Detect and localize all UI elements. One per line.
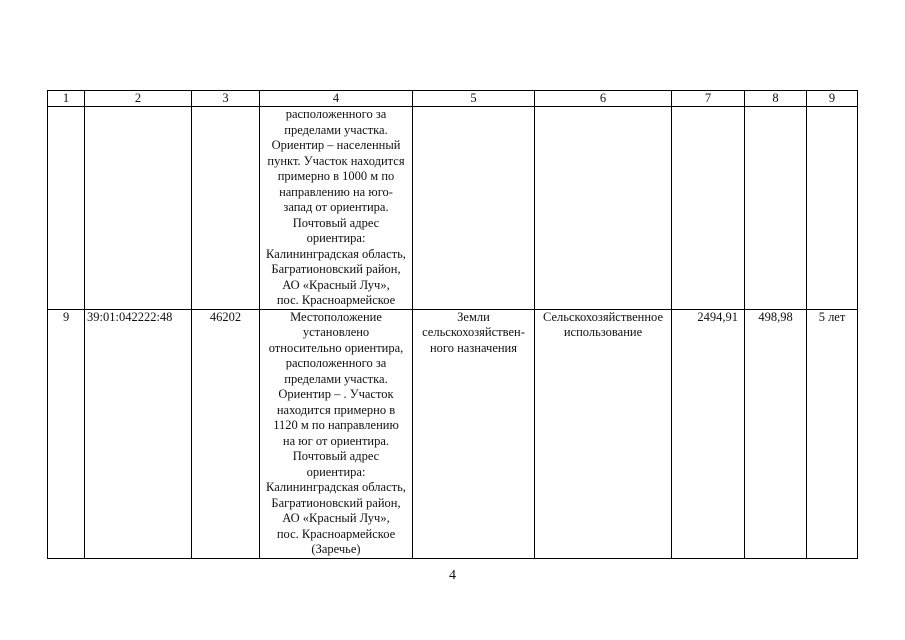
usage-line: использование — [563, 325, 643, 339]
location-line: АО «Красный Луч», — [282, 277, 390, 292]
location-line: Почтовый адрес — [292, 449, 380, 463]
location-line: расположенного за — [285, 356, 387, 370]
location-line: Ориентир – населенный — [271, 138, 401, 152]
location-line: Местоположение — [290, 309, 382, 324]
location-line: пределами участка. — [284, 371, 388, 386]
header-cell-3: 3 — [192, 91, 260, 107]
category-line: сельскохозяйствен- — [422, 325, 525, 339]
usage-line: Сельскохозяйственное — [542, 309, 664, 324]
location-line: Ориентир – . Участок — [278, 387, 394, 401]
cell-location — [260, 107, 413, 310]
table-header-row — [48, 91, 858, 107]
cell-cadastral — [85, 107, 192, 310]
cell-location — [260, 309, 413, 558]
cell-usage — [535, 309, 672, 558]
cell-cadastral: 39:01:042222:48 — [85, 309, 192, 558]
header-cell-8: 8 — [745, 91, 807, 107]
page-number: 4 — [449, 568, 456, 583]
location-line: находится примерно в — [276, 402, 396, 417]
location-line: расположенного за — [285, 107, 387, 121]
location-line: 1120 м по направлению — [273, 418, 399, 432]
cell-col8 — [745, 107, 807, 310]
table-row-9 — [48, 309, 858, 558]
cell-col7 — [672, 107, 745, 310]
cell-category — [413, 107, 535, 310]
location-line: Багратионовский район, — [271, 495, 401, 510]
category-line: Земли — [457, 309, 490, 324]
cell-term: 5 лет — [807, 309, 858, 558]
header-cell-4: 4 — [260, 91, 413, 107]
cell-area — [192, 107, 260, 310]
location-line: Калининградская область, — [266, 246, 406, 261]
location-line: на юг от ориентира. — [282, 433, 390, 448]
header-cell-7: 7 — [672, 91, 745, 107]
table-row-continuation — [48, 107, 858, 310]
location-line: Калининградская область, — [266, 480, 406, 494]
location-line: примерно в 1000 м по — [277, 169, 395, 183]
cell-col8: 498,98 — [745, 309, 807, 558]
location-line: пос. Красноармейское — [276, 526, 396, 541]
cell-col7: 2494,91 — [672, 309, 745, 558]
location-line: установлено — [302, 325, 370, 339]
location-line: ориентира: — [306, 231, 366, 245]
location-line: (Заречье) — [311, 542, 361, 556]
header-cell-2: 2 — [85, 91, 192, 107]
cell-term — [807, 107, 858, 310]
location-line: относительно ориентира, — [268, 340, 404, 355]
location-line: пос. Красноармейское — [276, 293, 396, 307]
cell-area: 46202 — [192, 309, 260, 558]
cell-num: 9 — [48, 309, 85, 558]
cell-usage — [535, 107, 672, 310]
header-cell-6: 6 — [535, 91, 672, 107]
location-line: ориентира: — [306, 464, 366, 479]
cell-category — [413, 309, 535, 558]
location-line: Почтовый адрес — [292, 215, 380, 230]
location-line: запад от ориентира. — [283, 200, 389, 214]
land-plots-table — [47, 90, 858, 559]
location-line: направлению на юго- — [279, 184, 393, 199]
location-line: пределами участка. — [284, 122, 388, 137]
header-cell-5: 5 — [413, 91, 535, 107]
category-line: ного назначения — [429, 340, 517, 355]
cell-num — [48, 107, 85, 310]
location-line: АО «Красный Луч», — [282, 511, 390, 525]
header-cell-9: 9 — [807, 91, 858, 107]
location-line: пункт. Участок находится — [267, 153, 405, 168]
header-cell-1: 1 — [48, 91, 85, 107]
location-line: Багратионовский район, — [271, 262, 401, 276]
